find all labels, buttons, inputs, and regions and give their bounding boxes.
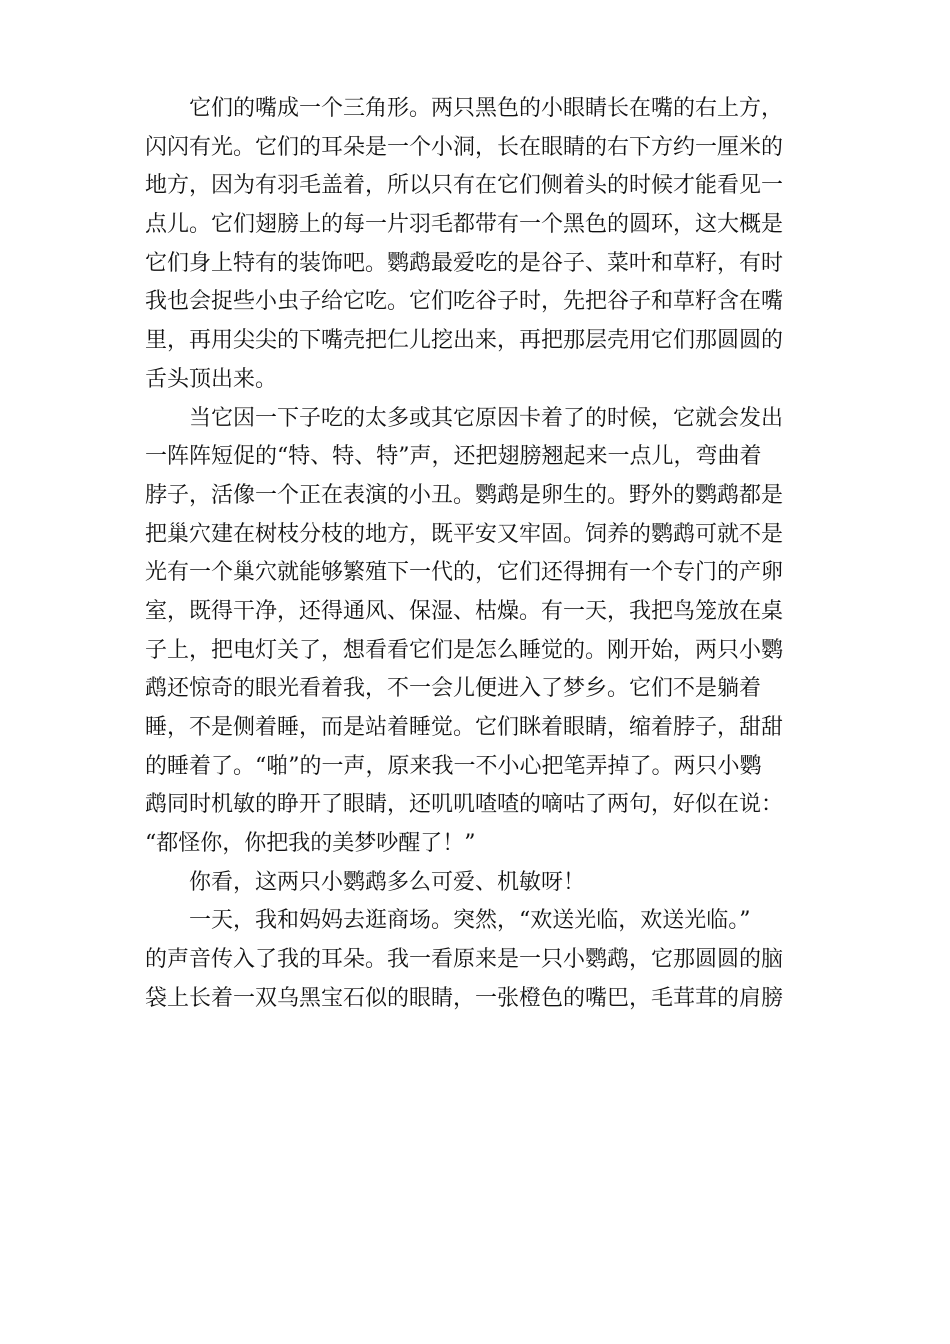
text-line: 鹉还惊奇的眼光看着我，不一会儿便进入了梦乡。它们不是躺着 xyxy=(145,676,762,702)
text-line: 脖子，活像一个正在表演的小丑。鹦鹉是卵生的。野外的鹦鹉都是 xyxy=(145,482,784,508)
text-line: 它们的嘴成一个三角形。两只黑色的小眼睛长在嘴的右上方， xyxy=(189,96,784,121)
text-line: 舌头顶出来。 xyxy=(145,366,278,392)
text-line: 把巢穴建在树枝分枝的地方，既平安又牢固。饲养的鹦鹉可就不是 xyxy=(145,521,784,547)
text-line: 袋上长着一双乌黑宝石似的眼睛，一张橙色的嘴巴，毛茸茸的肩膀 xyxy=(145,985,784,1011)
text-line: 闪闪有光。它们的耳朵是一个小洞，长在眼睛的右下方约一厘米的 xyxy=(145,134,784,160)
text-line: 一阵阵短促的“特、特、特”声，还把翅膀翘起来一点儿，弯曲着 xyxy=(145,444,762,470)
text-line: 室，既得干净，还得通风、保湿、枯燥。有一天，我把鸟笼放在桌 xyxy=(145,598,784,624)
text-line: 子上，把电灯关了，想看看它们是怎么睡觉的。刚开始，两只小鹦 xyxy=(145,637,784,663)
text-line: 我也会捉些小虫子给它吃。它们吃谷子时，先把谷子和草籽含在嘴 xyxy=(145,289,784,315)
text-line: 你看，这两只小鹦鹉多么可爱、机敏呀！ xyxy=(189,869,586,895)
text-line: 鹉同时机敏的睁开了眼睛，还叽叽喳喳的嘀咕了两句，好似在说： xyxy=(145,792,784,818)
text-line: 的睡着了。“啪”的一声，原来我一不小心把笔弄掉了。两只小鹦 xyxy=(145,753,762,779)
text-line: 光有一个巢穴就能够繁殖下一代的，它们还得拥有一个专门的产卵 xyxy=(145,560,784,586)
document-body xyxy=(145,90,805,1019)
text-line: 它们身上特有的装饰吧。鹦鹉最爱吃的是谷子、菜叶和草籽，有时 xyxy=(145,250,784,276)
text-line: 的声音传入了我的耳朵。我一看原来是一只小鹦鹉，它那圆圆的脑 xyxy=(145,947,784,973)
text-line: 地方，因为有羽毛盖着，所以只有在它们侧着头的时候才能看见一 xyxy=(145,173,784,199)
text-line: 当它因一下子吃的太多或其它原因卡着了的时候，它就会发出 xyxy=(189,405,784,431)
text-line: 点儿。它们翅膀上的每一片羽毛都带有一个黑色的圆环，这大概是 xyxy=(145,212,784,238)
text-line: “都怪你，你把我的美梦吵醒了！” xyxy=(145,831,476,857)
text-line: 一天，我和妈妈去逛商场。突然，“欢送光临，欢送光临。” xyxy=(189,908,751,934)
text-line: 里，再用尖尖的下嘴壳把仁儿挖出来，再把那层壳用它们那圆圆的 xyxy=(145,328,784,354)
text-line: 睡，不是侧着睡，而是站着睡觉。它们眯着眼睛，缩着脖子，甜甜 xyxy=(145,715,784,740)
